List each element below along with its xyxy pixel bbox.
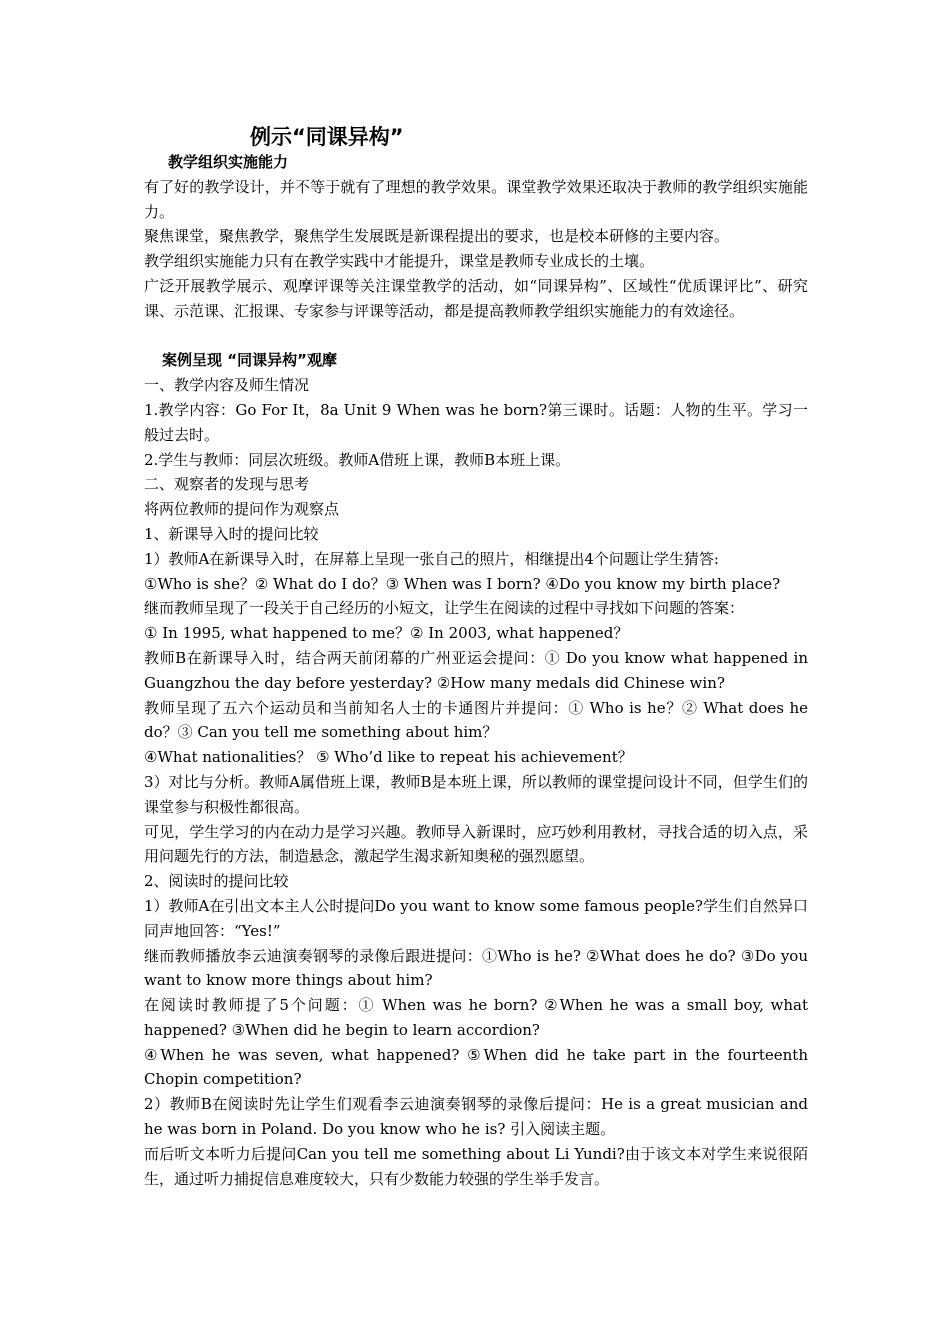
paragraph: 广泛开展教学展示、观摩评课等关注课堂教学的活动，如“同课异构”、区域性“优质课评比”、研究课、示范课、汇报课、专家参与评课等活动，都是提高教师教学组织实施能力的有效途径。 xyxy=(144,276,808,320)
document-body xyxy=(144,150,808,1191)
paragraph: 2.学生与教师：同层次班级。教师A借班上课，教师B本班上课。 xyxy=(144,450,571,469)
paragraph: ① In 1995, what happened to me？② In 2003, what happened？ xyxy=(144,624,629,643)
paragraph: 继而教师播放李云迪演奏钢琴的录像后跟进提问：①Who is he? ②What does he do? ③Do you want to know more things about him? xyxy=(144,946,808,990)
paragraph: 在阅读时教师提了5个问题：① When was he born? ②When he was a small boy, what happened? ③When did he begin to learn accordion? xyxy=(144,996,808,1039)
page-title: 例示“同课异构” xyxy=(250,125,404,149)
paragraph: 而后听文本听力后提问Can you tell me something about Li Yundi?由于该文本对学生来说很陌生，通过听力捕捉信息难度较大，只有少数能力较强的学生举手发言。 xyxy=(144,1144,808,1188)
paragraph: 2、阅读时的提问比较 xyxy=(144,872,289,891)
section-heading-case: 案例呈现 “同课异构”观摩 xyxy=(162,351,337,370)
paragraph: 1.教学内容：Go For It，8a Unit 9 When was he born?第三课时。话题：人物的生平。学习一般过去时。 xyxy=(144,400,808,444)
paragraph: 1、新课导入时的提问比较 xyxy=(144,524,319,543)
paragraph: 教师B在新课导入时，结合两天前闭幕的广州亚运会提问：① Do you know what happened in Guangzhou the day before yesterday? ②How many medals did Chinese win? xyxy=(144,648,808,692)
paragraph: 可见，学生学习的内在动力是学习兴趣。教师导入新课时，应巧妙利用教材，寻找合适的切入点，采用问题先行的方法，制造悬念，激起学生渴求新知奥秘的强烈愿望。 xyxy=(144,822,808,866)
paragraph: 教学组织实施能力只有在教学实践中才能提升，课堂是教师专业成长的土壤。 xyxy=(144,252,655,271)
paragraph: 将两位教师的提问作为观察点 xyxy=(144,500,340,519)
section-heading-ability: 教学组织实施能力 xyxy=(168,153,289,171)
paragraph: ④What nationalities？ ⑤ Who’d like to repeat his achievement？ xyxy=(144,748,633,767)
paragraph: ①Who is she？② What do I do？③ When was I born? ④Do you know my birth place? xyxy=(144,574,781,593)
paragraph: 一、教学内容及师生情况 xyxy=(144,376,310,395)
spacer xyxy=(144,324,808,349)
paragraph: 聚焦课堂，聚焦教学，聚焦学生发展既是新课程提出的要求，也是校本研修的主要内容。 xyxy=(144,227,730,246)
paragraph: 有了好的教学设计，并不等于就有了理想的教学效果。课堂教学效果还取决于教师的教学组织实施能力。 xyxy=(144,177,808,221)
paragraph: 继而教师呈现了一段关于自己经历的小短文，让学生在阅读的过程中寻找如下问题的答案： xyxy=(144,599,745,618)
paragraph: 二、观察者的发现与思考 xyxy=(144,475,310,494)
paragraph: 2）教师B在阅读时先让学生们观看李云迪演奏钢琴的录像后提问：He is a great musician and he was born in Poland. Do you know who he is? 引入阅读主题。 xyxy=(144,1095,808,1139)
paragraph: 1）教师A在引出文本主人公时提问Do you want to know some famous people?学生们自然异口同声地回答：“Yes!” xyxy=(144,896,808,940)
paragraph: ④When he was seven, what happened? ⑤When did he take part in the fourteenth Chopin competition? xyxy=(144,1045,808,1089)
paragraph: 3）对比与分析。教师A属借班上课，教师B是本班上课，所以教师的课堂提问设计不同，但学生们的课堂参与积极性都很高。 xyxy=(144,772,808,816)
paragraph: 1）教师A在新课导入时，在屏幕上呈现一张自己的照片，相继提出4个问题让学生猜答: xyxy=(144,549,719,568)
paragraph: 教师呈现了五六个运动员和当前知名人士的卡通图片并提问：① Who is he？② What does he do？③ Can you tell me something about him？ xyxy=(144,698,808,742)
